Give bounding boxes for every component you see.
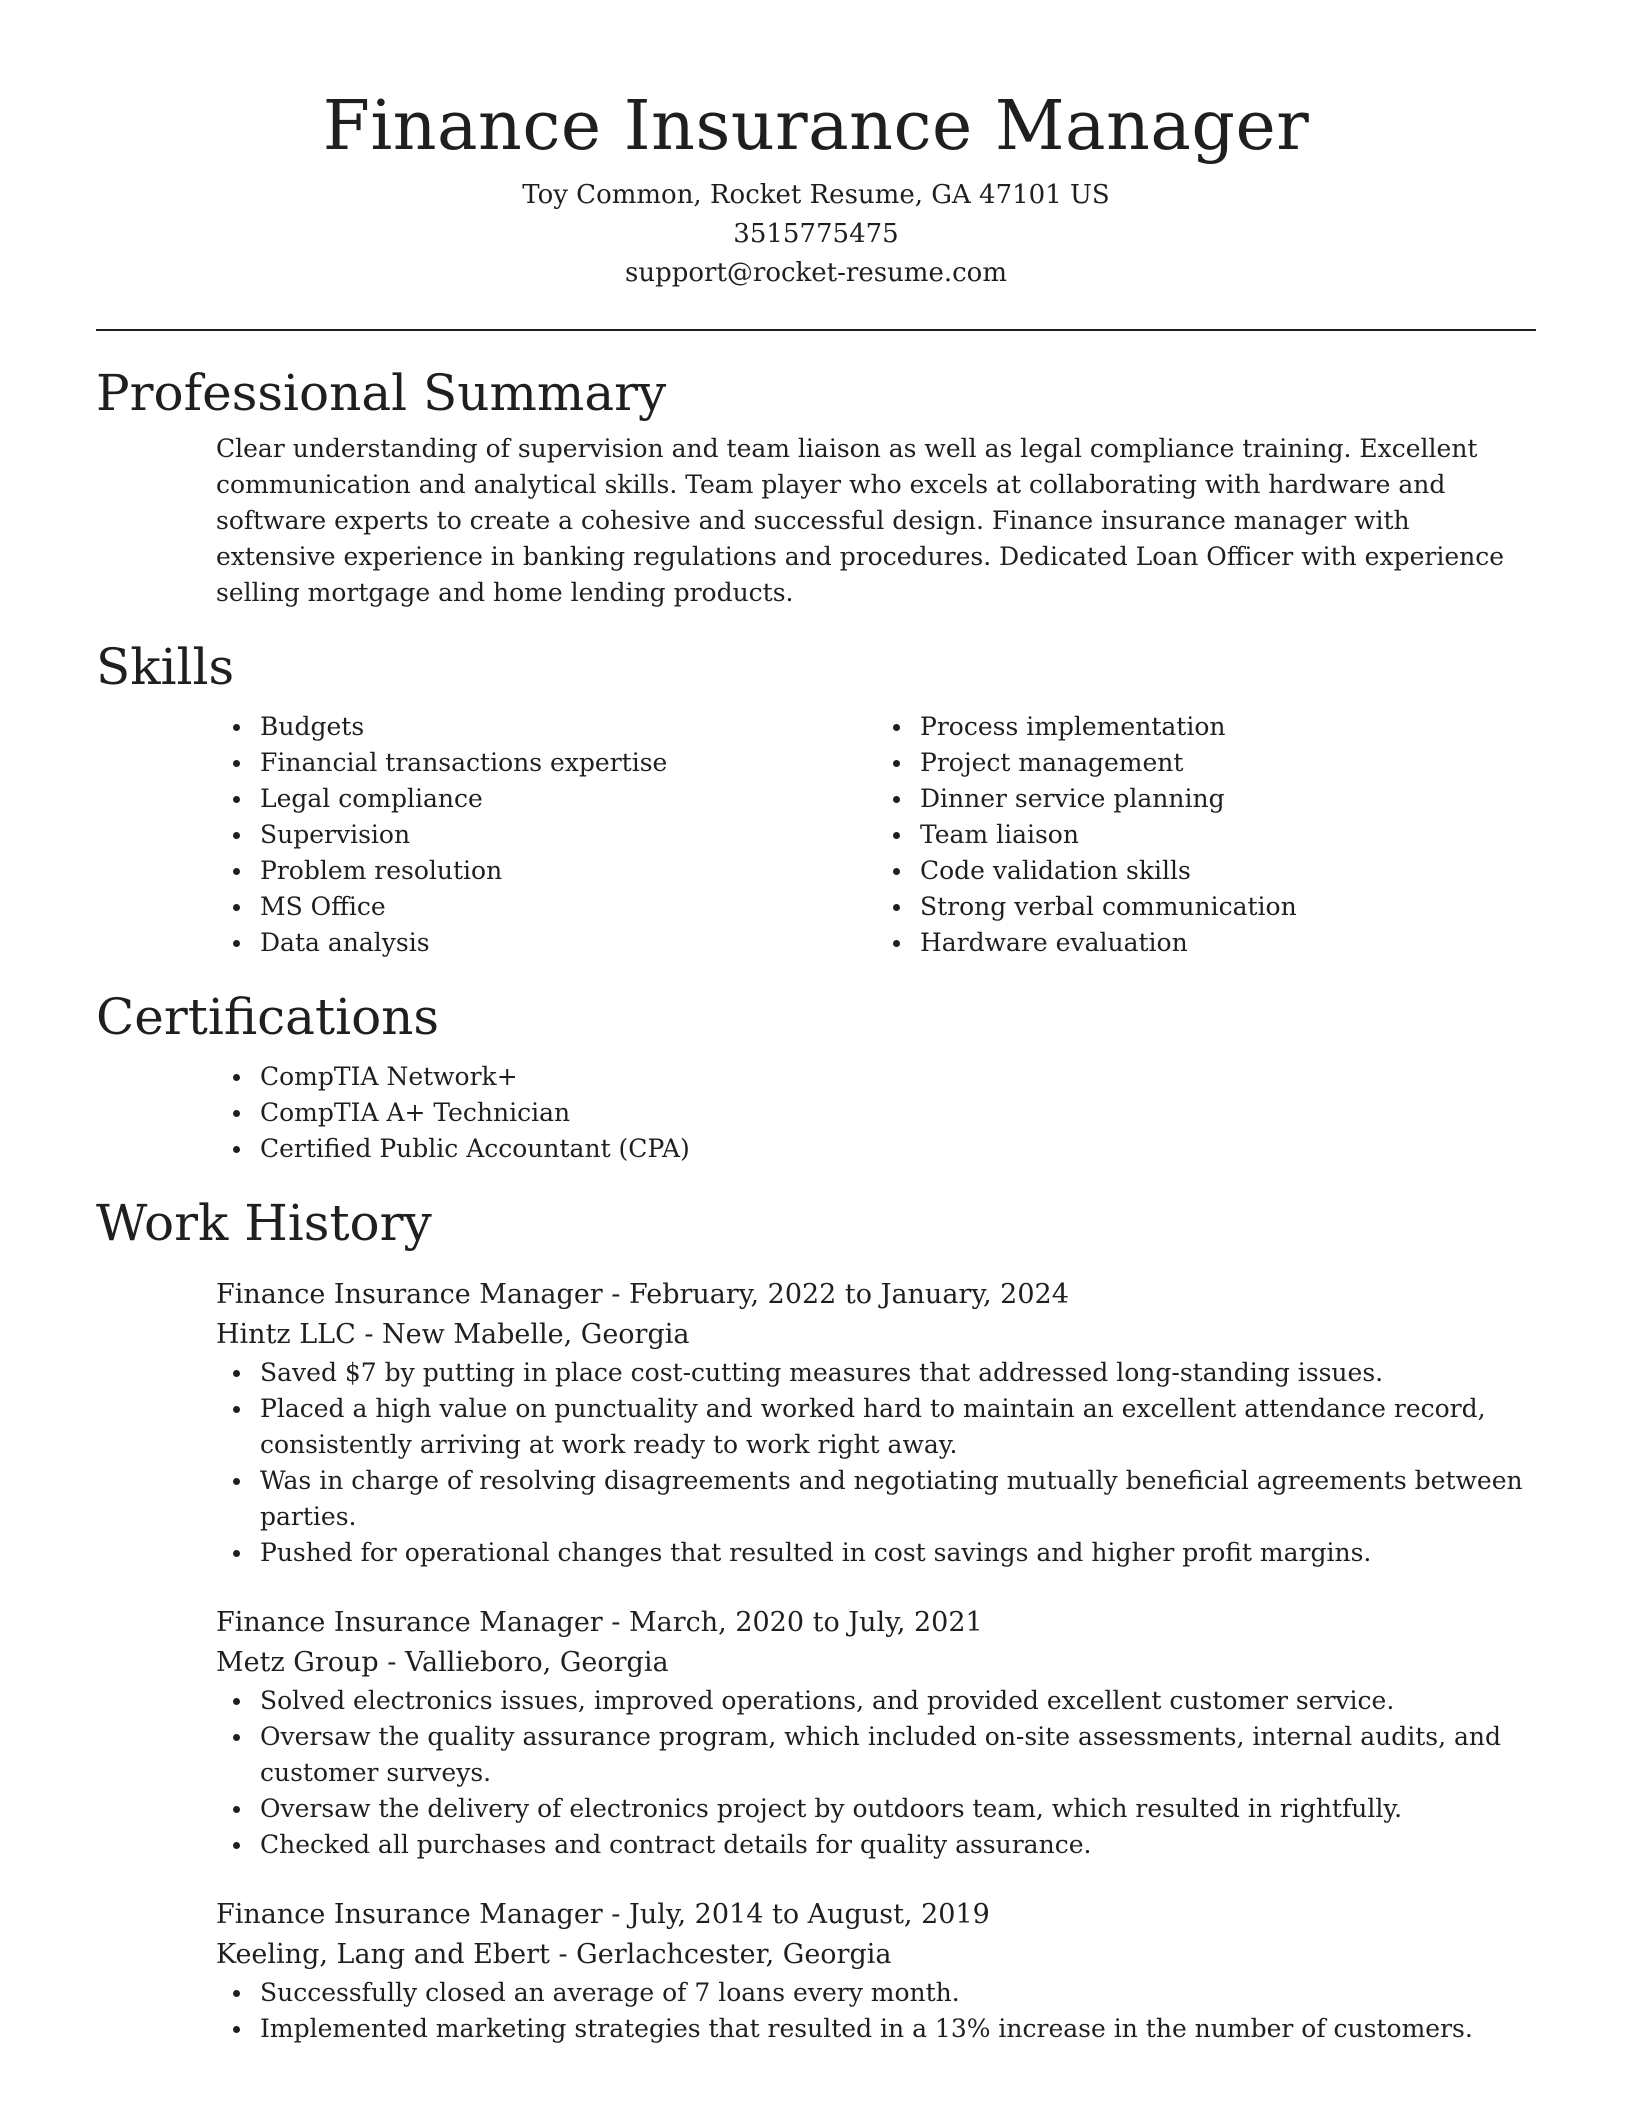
resume-page — [96, 0, 1536, 2047]
job-company-location: Keeling, Lang and Ebert - Gerlachcester, Georgia — [216, 1939, 892, 1970]
job-bullet: Oversaw the quality assurance program, which included on-site assessments, internal audits, and customer surveys. — [260, 1719, 1536, 1791]
job-bullet: Implemented marketing strategies that resulted in a 13% increase in the number of customers. — [260, 2011, 1536, 2047]
skill-item: Project management — [920, 745, 1536, 781]
section-title-summary: Professional Summary — [96, 364, 667, 422]
job-title-dates: Finance Insurance Manager - March, 2020 to July, 2021 — [216, 1607, 983, 1638]
skill-item: Team liaison — [920, 817, 1536, 853]
contact-email: support@rocket-resume.com — [624, 258, 1007, 288]
skills-column-left — [216, 709, 876, 961]
section-title-certifications: Certifications — [96, 988, 440, 1046]
job-title-dates: Finance Insurance Manager - February, 2022 to January, 2024 — [216, 1279, 1069, 1310]
skill-item: Financial transactions expertise — [260, 745, 876, 781]
skill-item: Strong verbal communication — [920, 889, 1536, 925]
job-company-location: Hintz LLC - New Mabelle, Georgia — [216, 1319, 690, 1350]
job-bullet: Pushed for operational changes that resulted in cost savings and higher profit margins. — [260, 1535, 1536, 1571]
job-entry — [216, 1895, 1536, 2047]
job-title-dates: Finance Insurance Manager - July, 2014 to August, 2019 — [216, 1899, 990, 1930]
job-entry — [216, 1275, 1536, 1571]
skill-item: Problem resolution — [260, 853, 876, 889]
skill-item: Process implementation — [920, 709, 1536, 745]
header-divider — [96, 329, 1536, 331]
skill-item: MS Office — [260, 889, 876, 925]
skills-column-right — [876, 709, 1536, 961]
section-title-work-history: Work History — [96, 1194, 432, 1252]
job-bullets — [216, 1683, 1536, 1863]
job-bullet: Successfully closed an average of 7 loans every month. — [260, 1975, 1536, 2011]
certifications-bullets — [216, 1059, 1536, 1167]
skill-item: Budgets — [260, 709, 876, 745]
skill-item: Hardware evaluation — [920, 925, 1536, 961]
skill-item: Dinner service planning — [920, 781, 1536, 817]
job-bullet: Saved $7 by putting in place cost-cutting measures that addressed long-standing issues. — [260, 1355, 1536, 1391]
job-bullets — [216, 1975, 1536, 2047]
certification-item: CompTIA Network+ — [260, 1059, 1536, 1095]
job-bullet: Solved electronics issues, improved operations, and provided excellent customer service. — [260, 1683, 1536, 1719]
resume-header — [96, 0, 1536, 293]
certification-item: Certified Public Accountant (CPA) — [260, 1131, 1536, 1167]
contact-info — [96, 176, 1536, 293]
contact-phone: 3515775475 — [733, 219, 899, 249]
job-bullet: Was in charge of resolving disagreements and negotiating mutually beneficial agreements between parties. — [260, 1463, 1536, 1535]
certification-item: CompTIA A+ Technician — [260, 1095, 1536, 1131]
certifications-list — [216, 1059, 1536, 1167]
skill-item: Code validation skills — [920, 853, 1536, 889]
job-entry — [216, 1603, 1536, 1863]
job-company-location: Metz Group - Vallieboro, Georgia — [216, 1647, 669, 1678]
skill-item: Data analysis — [260, 925, 876, 961]
skill-item: Legal compliance — [260, 781, 876, 817]
job-bullets — [216, 1355, 1536, 1571]
job-bullet: Placed a high value on punctuality and worked hard to maintain an excellent attendance record, consistently arriving at work ready to work right away. — [260, 1391, 1536, 1463]
job-bullet: Oversaw the delivery of electronics project by outdoors team, which resulted in rightfully. — [260, 1791, 1536, 1827]
candidate-name: Finance Insurance Manager — [322, 87, 1310, 166]
skills-list — [216, 709, 1536, 961]
summary-text: Clear understanding of supervision and team liaison as well as legal compliance training. Excellent communication and analytical skills. Team player who excels at collaborating with hardware and software experts to create a cohesive and successful design. Finance insurance manager with extensive experience in banking regulations and procedures. Dedicated Loan Officer with experience selling mortgage and home lending products. — [216, 434, 1505, 607]
skill-item: Supervision — [260, 817, 876, 853]
job-bullet: Checked all purchases and contract details for quality assurance. — [260, 1827, 1536, 1863]
contact-address: Toy Common, Rocket Resume, GA 47101 US — [522, 180, 1110, 210]
section-title-skills: Skills — [96, 638, 235, 696]
